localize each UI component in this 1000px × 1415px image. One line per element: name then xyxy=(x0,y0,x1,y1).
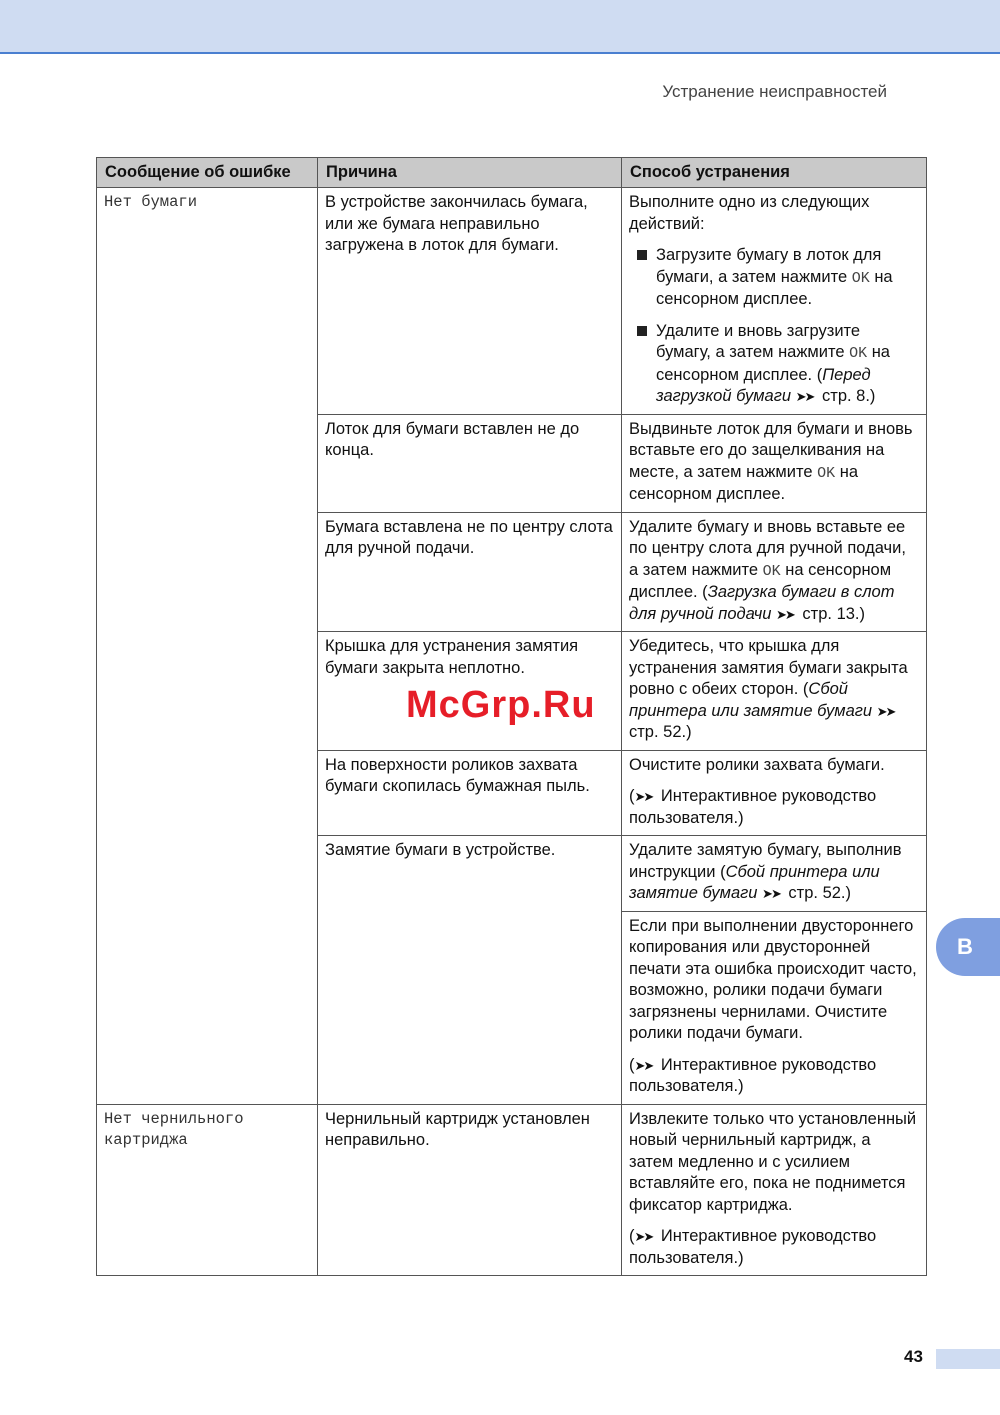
remedy-text: на сенсорном дисплее. xyxy=(629,462,859,503)
cause-cell: Лоток для бумаги вставлен не до конца. xyxy=(318,414,622,512)
cause-cell: В устройстве закончилась бумага, или же бумага неправильно загружена в лоток для бумаги. xyxy=(318,188,622,415)
remedy-text: Очистите ролики захвата бумаги. xyxy=(629,755,885,774)
remedy-cell xyxy=(622,1104,927,1276)
remedy-text: Если при выполнении двустороннего копирования или двусторонней печати эта ошибка происходит часто, возможно, ролики подачи бумаги загрязнены чернилами. Очистите ролики подачи бумаги. xyxy=(629,916,917,1042)
remedy-reference xyxy=(629,786,919,829)
remedy-reference xyxy=(629,1055,919,1098)
remedy-cell xyxy=(622,188,927,415)
remedy-cell xyxy=(622,632,927,751)
cause-cell: На поверхности роликов захвата бумаги скопилась бумажная пыль. xyxy=(318,750,622,836)
cross-reference-link[interactable]: Загрузка бумаги в слот для ручной подачи xyxy=(629,583,895,623)
cross-reference-link[interactable]: Перед загрузкой бумаги xyxy=(656,365,871,405)
cause-cell: Чернильный картридж установлен неправильно. xyxy=(318,1104,622,1276)
remedy-text: Загрузите бумагу в лоток для бумаги, а затем нажмите xyxy=(656,246,882,286)
double-arrow-icon: ➤➤ xyxy=(634,1057,653,1073)
remedy-text: Извлеките только что установленный новый чернильный картридж, а затем медленно и с усилием вставляйте его, пока не поднимется фиксатор картриджа. xyxy=(629,1109,917,1214)
cause-cell: Замятие бумаги в устройстве. xyxy=(318,836,622,1105)
ok-key-label: OK xyxy=(762,562,781,580)
guide-reference-text: Интерактивное руководство пользователя.) xyxy=(629,1055,877,1095)
page-number-bar xyxy=(936,1349,1000,1369)
page-reference: стр. 8.) xyxy=(817,387,876,405)
remedy-cell xyxy=(622,750,927,836)
table-header-row xyxy=(97,158,927,188)
list-item xyxy=(656,321,919,408)
cross-reference-link[interactable]: Сбой принтера или замятие бумаги xyxy=(629,680,873,720)
bullet-square-icon xyxy=(637,326,647,336)
remedy-cell xyxy=(622,836,927,912)
remedy-bullet-list xyxy=(629,245,919,408)
ok-key-label: OK xyxy=(849,345,868,362)
paren-open: ( xyxy=(629,787,635,805)
top-header-band xyxy=(0,0,1000,54)
page-number: 43 xyxy=(904,1347,923,1366)
column-header-remedy: Способ устранения xyxy=(622,158,927,188)
table-row xyxy=(97,188,927,415)
double-arrow-icon: ➤➤ xyxy=(795,389,814,404)
cause-cell: Бумага вставлена не по центру слота для ручной подачи. xyxy=(318,512,622,632)
remedy-cell xyxy=(622,911,927,1104)
chapter-tab-b[interactable]: B xyxy=(936,918,1000,976)
page-reference: стр. 52.) xyxy=(783,884,852,902)
column-header-message: Сообщение об ошибке xyxy=(97,158,318,188)
double-arrow-icon: ➤➤ xyxy=(876,703,895,719)
page-reference: стр. 52.) xyxy=(629,723,692,741)
remedy-text: на сенсорном дисплее. xyxy=(656,267,893,308)
table-row xyxy=(97,1104,927,1276)
paren-open: ( xyxy=(629,1227,635,1245)
remedy-text: Удалите бумагу и вновь вставьте ее по центру слота для ручной подачи, а затем нажмите xyxy=(629,517,906,579)
remedy-intro: Выполните одно из следующих действий: xyxy=(629,193,870,233)
remedy-text: на сенсорном дисплее. ( xyxy=(656,343,890,384)
remedy-reference xyxy=(629,1226,919,1269)
remedy-cell xyxy=(622,414,927,512)
cause-cell: Крышка для устранения замятия бумаги закрыта неплотно. xyxy=(318,632,622,751)
ok-key-label: OK xyxy=(851,269,870,287)
remedy-cell xyxy=(622,512,927,632)
running-header-title: Устранение неисправностей xyxy=(662,82,887,101)
bullet-square-icon xyxy=(637,250,647,260)
paren-open: ( xyxy=(629,1055,635,1074)
double-arrow-icon: ➤➤ xyxy=(634,789,653,804)
double-arrow-icon: ➤➤ xyxy=(776,606,794,622)
page-reference: стр. 13.) xyxy=(797,604,865,623)
cross-reference-link[interactable]: Сбой принтера или замятие бумаги xyxy=(629,862,880,902)
column-header-cause: Причина xyxy=(318,158,622,188)
error-message-no-ink-cartridge: Нет чернильного картриджа xyxy=(97,1104,318,1276)
list-item xyxy=(656,245,919,311)
remedy-text: Выдвиньте лоток для бумаги и вновь вставьте его до защелкивания на месте, а затем нажмите xyxy=(629,419,913,481)
double-arrow-icon: ➤➤ xyxy=(762,886,780,901)
remedy-text: на сенсорном дисплее. ( xyxy=(629,560,892,601)
watermark-text: McGrp.Ru xyxy=(406,684,596,726)
guide-reference-text: Интерактивное руководство пользователя.) xyxy=(629,1227,877,1267)
error-message-no-paper: Нет бумаги xyxy=(97,188,318,1105)
guide-reference-text: Интерактивное руководство пользователя.) xyxy=(629,787,877,827)
remedy-text: Удалите и вновь загрузите бумагу, а затем нажмите xyxy=(656,321,861,361)
remedy-text: Убедитесь, что крышка для устранения замятия бумаги закрыта ровно с обеих сторон. ( xyxy=(629,637,908,698)
double-arrow-icon: ➤➤ xyxy=(634,1229,653,1244)
ok-key-label: OK xyxy=(817,464,836,482)
remedy-text: Удалите замятую бумагу, выполнив инструкции ( xyxy=(629,841,902,881)
